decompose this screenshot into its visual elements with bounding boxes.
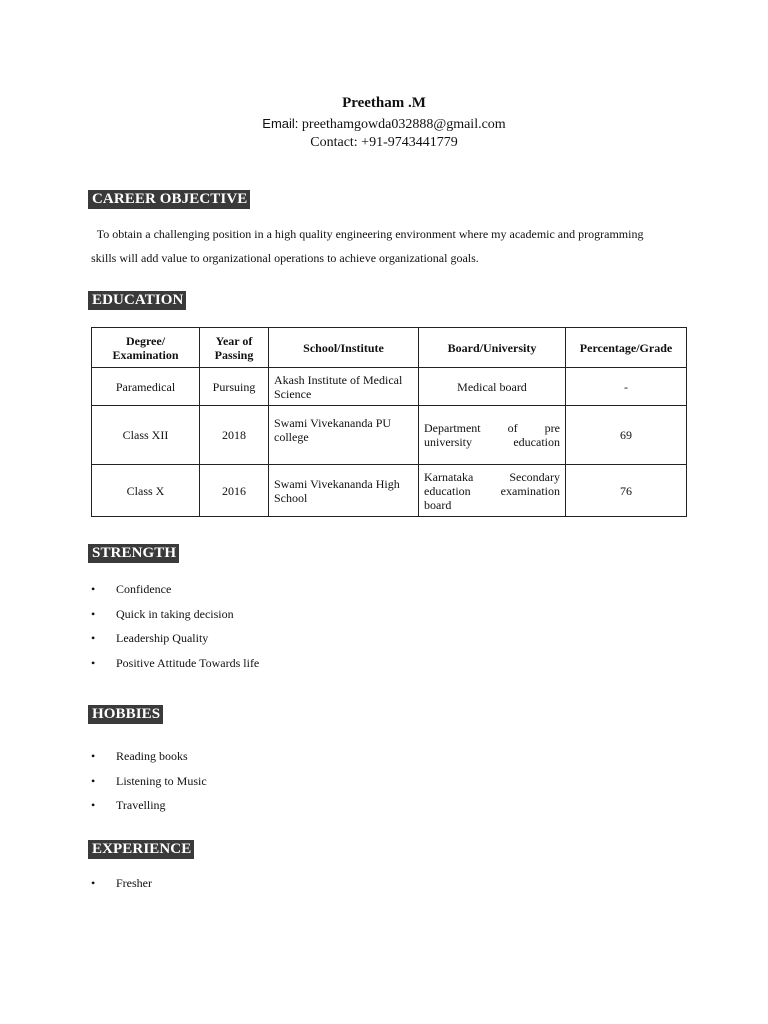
table-row [92, 406, 687, 465]
column-header: School/Institute [269, 328, 419, 368]
candidate-name: Preetham .M [342, 95, 426, 111]
strength-list [91, 581, 259, 679]
list-item: • Leadership Quality [91, 631, 209, 645]
education-heading: EDUCATION [88, 291, 186, 310]
table-cell: Medical board [419, 368, 566, 406]
contact-line: Contact: +91-9743441779 [310, 135, 458, 150]
experience-heading: EXPERIENCE [88, 840, 194, 859]
column-header: Board/University [419, 328, 566, 368]
table-cell: Akash Institute of Medical Science [269, 368, 419, 406]
bullet-icon: • [91, 582, 96, 596]
hobbies-heading: HOBBIES [88, 705, 163, 724]
table-cell: Class XII [92, 406, 200, 465]
list-item: • Listening to Music [91, 773, 207, 788]
email-label: Email: [262, 116, 299, 131]
table-header-row [92, 328, 687, 368]
career-objective-line-1: To obtain a challenging position in a high quality engineering environment where my academic and programming [91, 227, 644, 241]
strength-heading: STRENGTH [88, 544, 179, 563]
list-item: • Positive Attitude Towards life [91, 655, 260, 670]
table-cell: - [566, 368, 687, 406]
table-row [92, 465, 687, 517]
email-value: preethamgowda032888@gmail.com [301, 117, 506, 132]
table-cell: 2018 [200, 406, 269, 465]
table-cell: 69 [566, 406, 687, 465]
career-objective-heading: CAREER OBJECTIVE [88, 190, 250, 209]
table-cell: 76 [566, 465, 687, 517]
experience-list [91, 875, 152, 900]
bullet-icon: • [91, 606, 96, 621]
table-cell: Pursuing [200, 368, 269, 406]
bullet-icon: • [91, 749, 96, 763]
bullet-icon: • [91, 876, 96, 890]
career-objective-line-2: skills will add value to organizational operations to achieve organizational goals. [91, 251, 479, 265]
bullet-icon: • [91, 655, 96, 670]
table-cell: Karnataka Secondary education examination board [419, 465, 566, 517]
hobbies-list [91, 748, 207, 822]
column-header: Degree/ Examination [92, 328, 200, 368]
table-row [92, 368, 687, 406]
bullet-icon: • [91, 773, 96, 788]
table-cell: Swami Vivekananda High School [269, 465, 419, 517]
column-header: Percentage/Grade [566, 328, 687, 368]
list-item: • Travelling [91, 798, 166, 812]
table-cell: Paramedical [92, 368, 200, 406]
education-table [91, 327, 687, 517]
table-cell: Class X [92, 465, 200, 517]
table-cell: Swami Vivekananda PU college [269, 406, 419, 465]
list-item: • Reading books [91, 749, 188, 763]
bullet-icon: • [91, 631, 96, 645]
table-cell: Department of pre university education [419, 406, 566, 465]
table-cell: 2016 [200, 465, 269, 517]
list-item: • Quick in taking decision [91, 606, 234, 621]
list-item: • Confidence [91, 582, 172, 596]
bullet-icon: • [91, 798, 96, 812]
email-line [0, 116, 768, 133]
column-header: Year of Passing [200, 328, 269, 368]
list-item: • Fresher [91, 876, 152, 890]
